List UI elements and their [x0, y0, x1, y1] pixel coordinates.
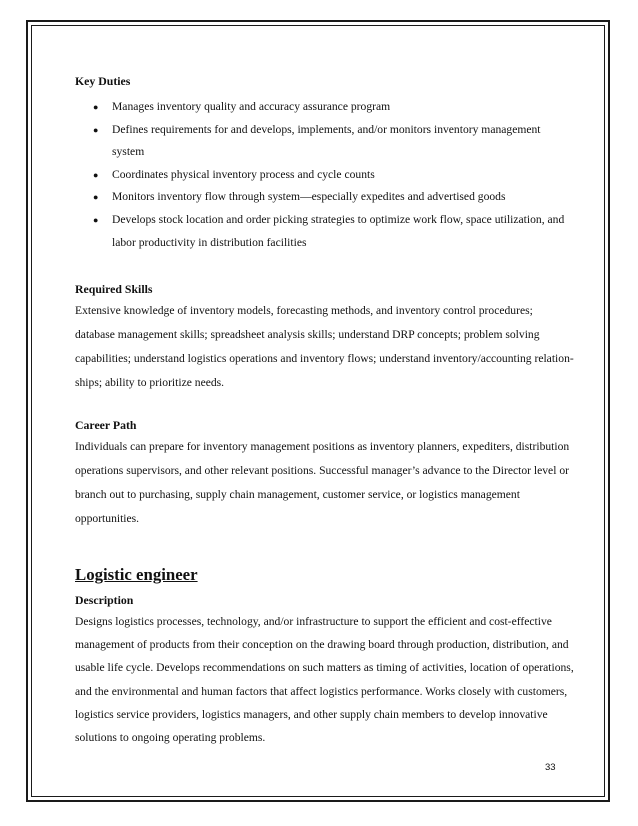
bullet-icon: ●: [93, 124, 99, 135]
list-item: ● Develops stock location and order picking strategies to optimize work flow, space utilization, and labor productivity in distribution facilities: [75, 209, 575, 254]
list-item: ● Monitors inventory flow through system—especially expedites and advertised goods: [75, 186, 575, 209]
bullet-icon: ●: [93, 192, 99, 203]
career-path-heading: Career Path: [75, 417, 137, 432]
key-duties-section: [75, 71, 575, 254]
career-path-section: [75, 415, 575, 531]
description-heading: Description: [75, 592, 134, 607]
required-skills-text: Extensive knowledge of inventory models, forecasting methods, and inventory control procedures; database management skills; spreadsheet analysis skills; understand DRP concepts; problem solving capabilities; understand logistics operations and inventory flows; understand inventory/accounting relation-ships; ability to prioritize needs.: [75, 304, 574, 390]
required-skills-section: [75, 279, 575, 395]
description-text: Designs logistics processes, technology, and/or infrastructure to support the efficient and cost-effective management of products from their conception on the drawing board through production, distribution, and usable life cycle. Develops recommendations on such matters as timing of activities, location of operations, and the environmental and human factors that affect logistics performance. Works closely with customers, logistics service providers, logistics managers, and other supply chain members to develop innovative solutions to ongoing operating problems.: [75, 614, 574, 744]
career-path-text: Individuals can prepare for inventory management positions as inventory planners, expediters, distribution operations supervisors, and other relevant positions. Successful manager’s advance to the Director level or branch out to purchasing, supply chain management, customer service, or logistics management opportunities.: [75, 439, 570, 525]
list-item: ● Coordinates physical inventory process and cycle counts: [75, 164, 575, 187]
required-skills-heading: Required Skills: [75, 282, 153, 297]
page-content: [75, 71, 575, 749]
list-item: ● Defines requirements for and develops, implements, and/or monitors inventory management system: [75, 119, 575, 164]
key-duties-list: [75, 96, 575, 254]
logistic-engineer-section: [75, 564, 575, 749]
bullet-icon: ●: [93, 102, 99, 112]
list-item: ● Manages inventory quality and accuracy assurance program: [75, 96, 575, 119]
page-number: 33: [545, 762, 556, 773]
bullet-icon: ●: [93, 214, 99, 225]
logistic-engineer-title: Logistic engineer: [75, 564, 198, 584]
bullet-icon: ●: [93, 169, 99, 180]
key-duties-heading: Key Duties: [75, 74, 131, 88]
